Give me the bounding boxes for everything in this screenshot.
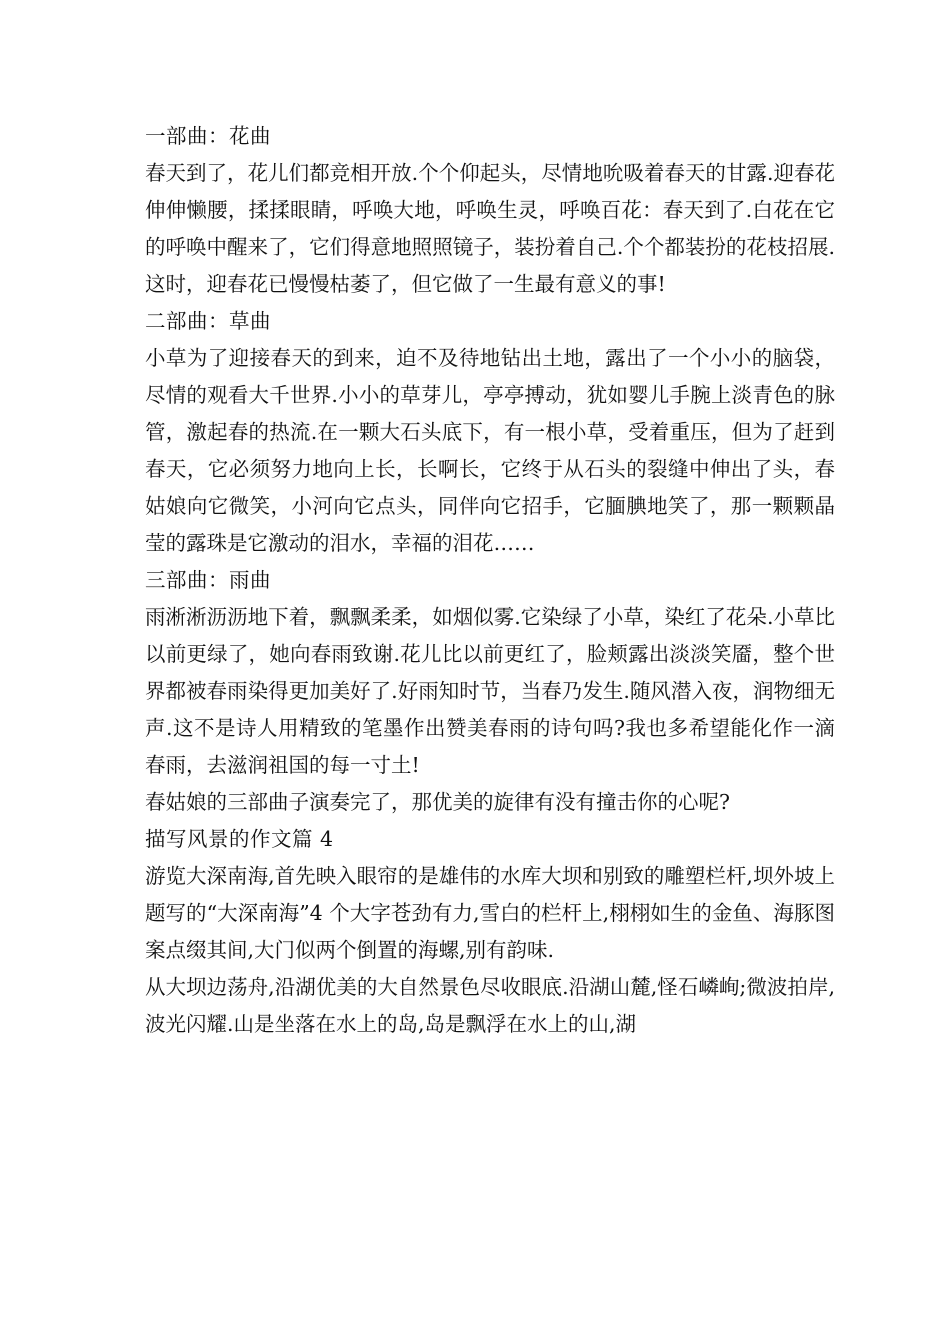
document-page	[145, 118, 835, 1043]
paragraph-grass: 小草为了迎接春天的到来，迫不及待地钻出土地，露出了一个小小的脑袋，尽情的观看大千世界.小小的草芽儿，亭亭搏动，犹如婴儿手腕上淡青色的脉管，激起春的热流.在一颗大石头底下，有一根小草，受着重压，但为了赶到春天，它必须努力地向上长，长啊长，它终于从石头的裂缝中伸出了头，春姑娘向它微笑，小河向它点头，同伴向它招手，它腼腆地笑了，那一颗颗晶莹的露珠是它激动的泪水，幸福的泪花……	[145, 346, 835, 555]
paragraph-rain: 雨淅淅沥沥地下着，飘飘柔柔，如烟似雾.它染绿了小草，染红了花朵.小草比以前更绿了，她向春雨致谢.花儿比以前更红了，脸颊露出淡淡笑靥，整个世界都被春雨染得更加美好了.好雨知时节，当春乃发生.随风潜入夜，润物细无声.这不是诗人用精致的笔墨作出赞美春雨的诗句吗?我也多希望能化作一滴春雨，去滋润祖国的每一寸土!	[145, 605, 835, 777]
section-heading-grass: 二部曲：草曲	[145, 309, 271, 333]
essay-title: 描写风景的作文篇 4	[145, 827, 334, 851]
section-heading-flower: 一部曲：花曲	[145, 124, 271, 148]
section-heading-rain: 三部曲：雨曲	[145, 568, 271, 592]
paragraph-dam: 游览大深南海,首先映入眼帘的是雄伟的水库大坝和别致的雕塑栏杆,坝外坡上题写的“大深南海”4 个大字苍劲有力,雪白的栏杆上,栩栩如生的金鱼、海豚图案点缀其间,大门似两个倒置的海螺,别有韵味.	[145, 864, 835, 962]
paragraph-boating: 从大坝边荡舟,沿湖优美的大自然景色尽收眼底.沿湖山麓,怪石嶙峋;微波拍岸,波光闪耀.山是坐落在水上的岛,岛是飘浮在水上的山,湖	[145, 975, 835, 1036]
paragraph-flower: 春天到了，花儿们都竞相开放.个个仰起头，尽情地吮吸着春天的甘露.迎春花伸伸懒腰，揉揉眼睛，呼唤大地，呼唤生灵，呼唤百花：春天到了.白花在它的呼唤中醒来了，它们得意地照照镜子，装扮着自己.个个都装扮的花枝招展.这时，迎春花已慢慢枯萎了，但它做了一生最有意义的事!	[145, 161, 835, 296]
paragraph-conclusion: 春姑娘的三部曲子演奏完了，那优美的旋律有没有撞击你的心呢?	[145, 790, 730, 814]
